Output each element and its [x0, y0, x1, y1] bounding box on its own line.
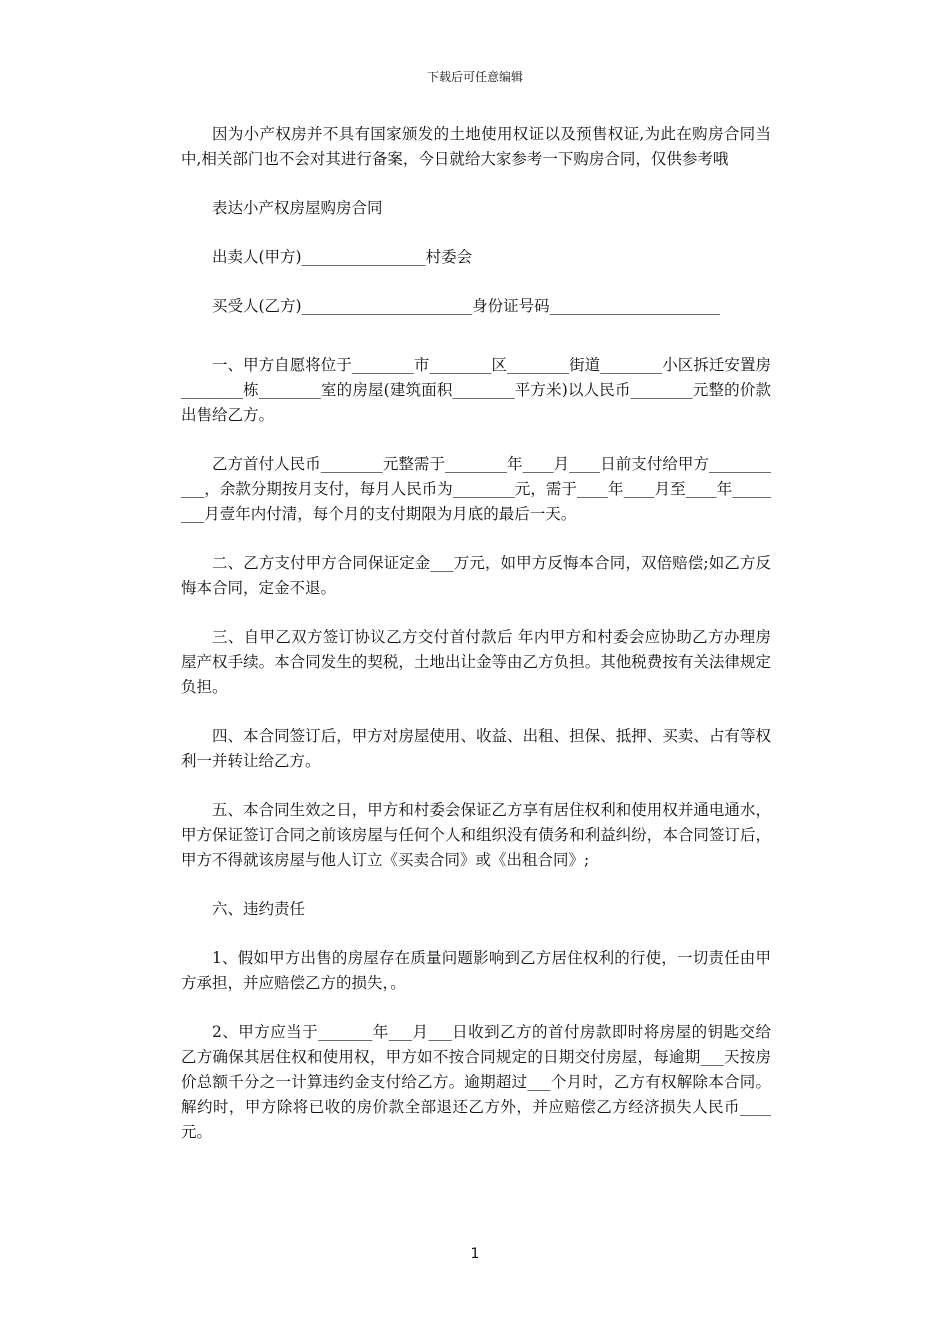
- document-body: [181, 122, 771, 1169]
- buyer-line: 买受人(乙方)______________________身份证号码______________________: [212, 297, 721, 315]
- contract-title: 表达小产权房屋购房合同: [212, 199, 383, 217]
- clause-payment: 乙方首付人民币________元整需于________年____月____日前支付给甲方___________，余款分期按月支付，每月人民币为________元，需于____年____月至____年________月壹年内付清，每个月的支付期限为月底的最后一天。: [181, 455, 771, 523]
- page-number: 1: [470, 1246, 480, 1262]
- seller-line: 出卖人(甲方)________________村委会: [212, 248, 473, 266]
- clause-2: 二、乙方支付甲方合同保证定金___万元，如甲方反悔本合同，双倍赔偿;如乙方反悔本合同，定金不退。: [181, 554, 771, 597]
- clause-3: 三、自甲乙双方签订协议乙方交付首付款后 年内甲方和村委会应协助乙方办理房屋产权手续。本合同发生的契税，土地出让金等由乙方负担。其他税费按有关法律规定负担。: [181, 628, 771, 696]
- clause-6-item-1: 1、假如甲方出售的房屋存在质量问题影响到乙方居住权利的行使，一切责任由甲方承担，并应赔偿乙方的损失，。: [181, 949, 771, 992]
- page-header: 下载后可任意编辑: [426, 70, 523, 84]
- clause-4: 四、本合同签订后，甲方对房屋使用、收益、出租、担保、抵押、买卖、占有等权利一并转让给乙方。: [181, 727, 771, 770]
- clause-1: 一、甲方自愿将位于________市________区________街道________小区拆迁安置房________栋________室的房屋(建筑面积________平方米)以人民币________元整的价款出售给乙方。: [181, 356, 771, 424]
- clause-5: 五、本合同生效之日，甲方和村委会保证乙方享有居住权利和使用权并通电通水，甲方保证签订合同之前该房屋与任何个人和组织没有债务和利益纠纷，本合同签订后，甲方不得就该房屋与他人订立《买卖合同》或《出租合同》;: [181, 801, 771, 869]
- intro-paragraph: 因为小产权房并不具有国家颁发的土地使用权证以及预售权证,为此在购房合同当中,相关部门也不会对其进行备案，今日就给大家参考一下购房合同，仅供参考哦: [181, 125, 771, 168]
- clause-6-heading: 六、违约责任: [212, 900, 306, 918]
- clause-6-item-2: 2、甲方应当于_______年___月___日收到乙方的首付房款即时将房屋的钥匙交给乙方确保其居住权和使用权，甲方如不按合同规定的日期交付房屋，每逾期___天按房价总额千分之一计算违约金支付给乙方。逾期超过___个月时，乙方有权解除本合同。解约时，甲方除将已收的房价款全部退还乙方外，并应赔偿乙方经济损失人民币____元。: [181, 1023, 771, 1141]
